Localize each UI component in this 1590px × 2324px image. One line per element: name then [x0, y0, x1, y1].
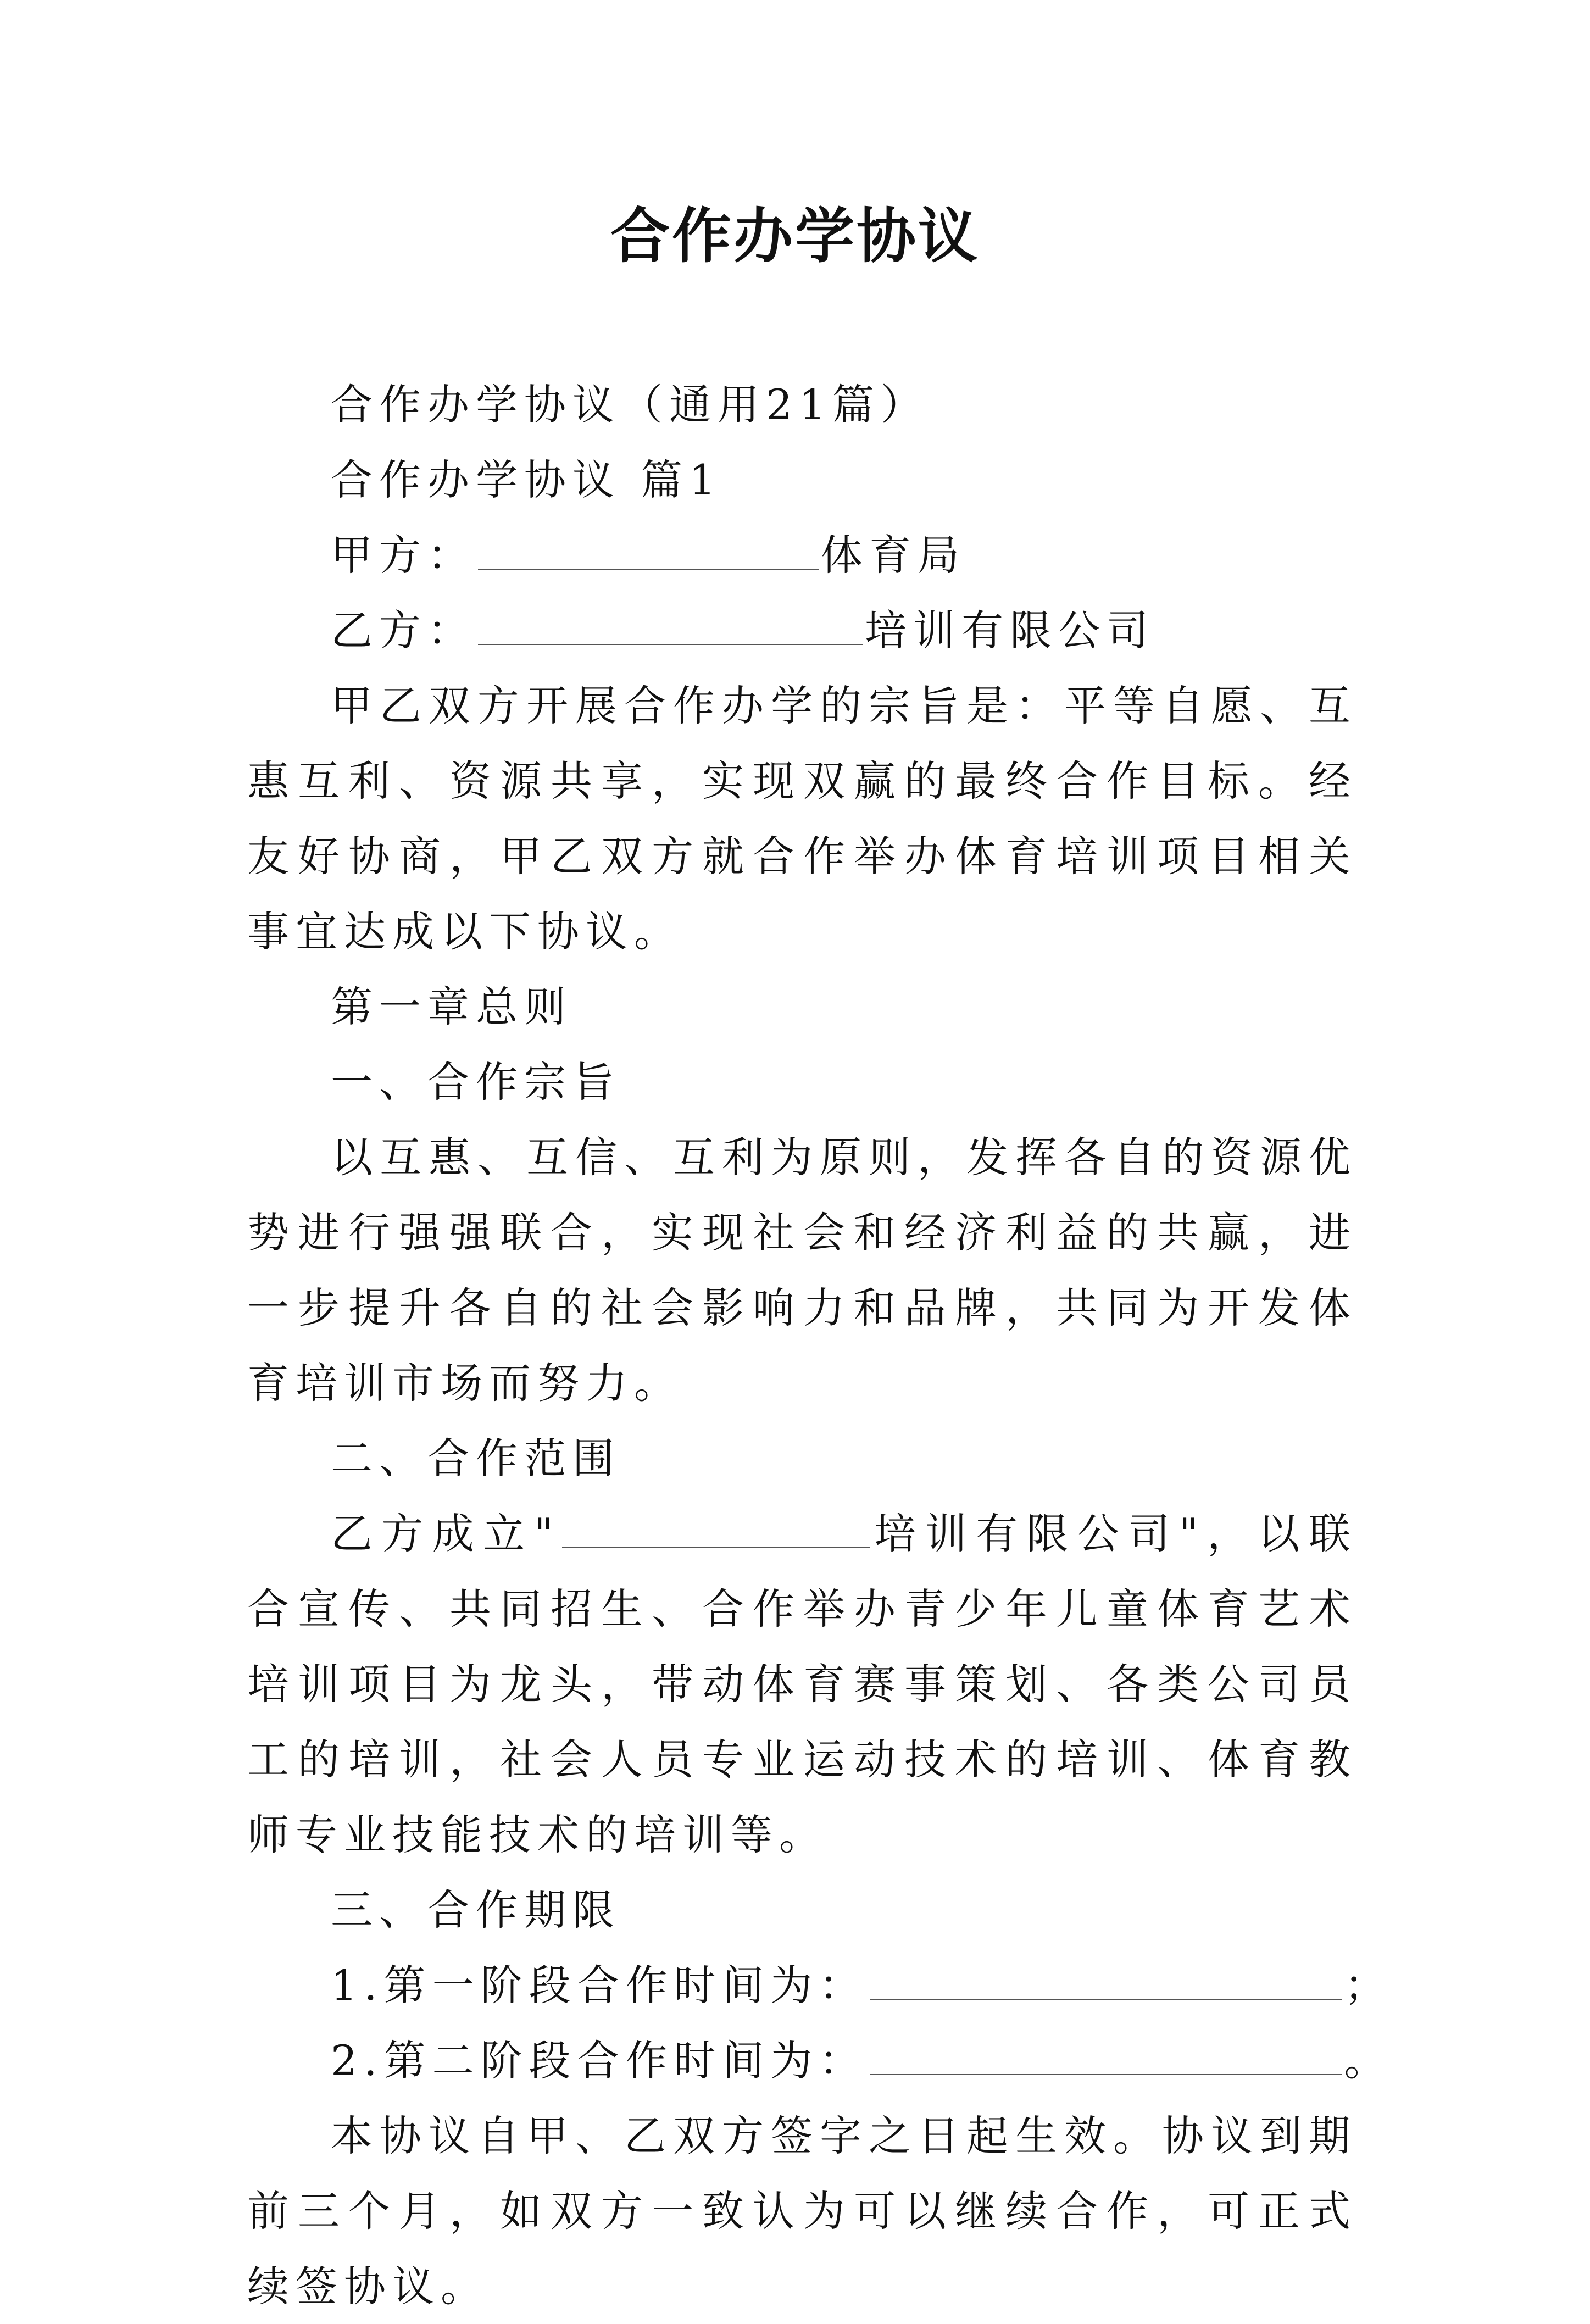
party-a-suffix: 体育局 — [821, 531, 966, 580]
intro-paragraph: 甲乙双方开展合作办学的宗旨是：平等自愿、互惠互利、资源共享，实现双赢的最终合作目标。经友好协商，甲乙双方就合作举办体育培训项目相关事宜达成以下协议。 — [247, 681, 1357, 956]
chapter-heading: 合作办学协议 篇1 — [331, 455, 722, 504]
closing-paragraph: 本协议自甲、乙双方签字之日起生效。协议到期前三个月，如双方一致认为可以继续合作，可正式续签协议。 — [247, 2111, 1357, 2311]
party-b-blank — [478, 610, 863, 645]
section-2-title: 二、合作范围 — [331, 1434, 621, 1483]
party-a-blank — [478, 535, 819, 570]
stage-2-line — [247, 2023, 1393, 2098]
stage-2-label: 2.第二阶段合作时间为： — [331, 2036, 868, 2085]
section-3-title: 三、合作期限 — [331, 1886, 621, 1934]
stage-2-blank — [870, 2040, 1342, 2075]
stage-2-end: 。 — [1344, 2036, 1393, 2085]
section-2-paragraph — [247, 1496, 1357, 1872]
section-2-prefix: 乙方成立" — [331, 1509, 560, 1558]
party-b-line — [247, 593, 1357, 668]
subtitle: 合作办学协议（通用21篇） — [331, 380, 929, 429]
party-a-line — [247, 518, 1357, 593]
chapter-title: 第一章总则 — [331, 982, 572, 1031]
stage-1-line — [247, 1948, 1393, 2023]
document-body — [247, 367, 1393, 2324]
party-b-label: 乙方： — [331, 606, 476, 655]
section-1-title: 一、合作宗旨 — [331, 1058, 621, 1107]
section-1-paragraph: 以互惠、互信、互利为原则，发挥各自的资源优势进行强强联合，实现社会和经济利益的共赢，进一步提升各自的社会影响力和品牌，共同为开发体育培训市场而努力。 — [247, 1133, 1357, 1408]
party-b-suffix: 培训有限公司 — [865, 606, 1155, 655]
company-name-blank — [562, 1513, 870, 1548]
party-a-label: 甲方： — [331, 531, 476, 580]
stage-1-blank — [870, 1965, 1342, 2000]
stage-1-end: ； — [1344, 1961, 1393, 2010]
stage-1-label: 1.第一阶段合作时间为： — [331, 1961, 868, 2010]
document-title: 合作办学协议 — [610, 202, 980, 271]
section-2-rest: 培训有限公司"，以联合宣传、共同招生、合作举办青少年儿童体育艺术培训项目为龙头，带动体育赛事策划、各类公司员工的培训，社会人员专业运动技术的培训、体育教师专业技能技术的培训等。 — [247, 1509, 1357, 1859]
